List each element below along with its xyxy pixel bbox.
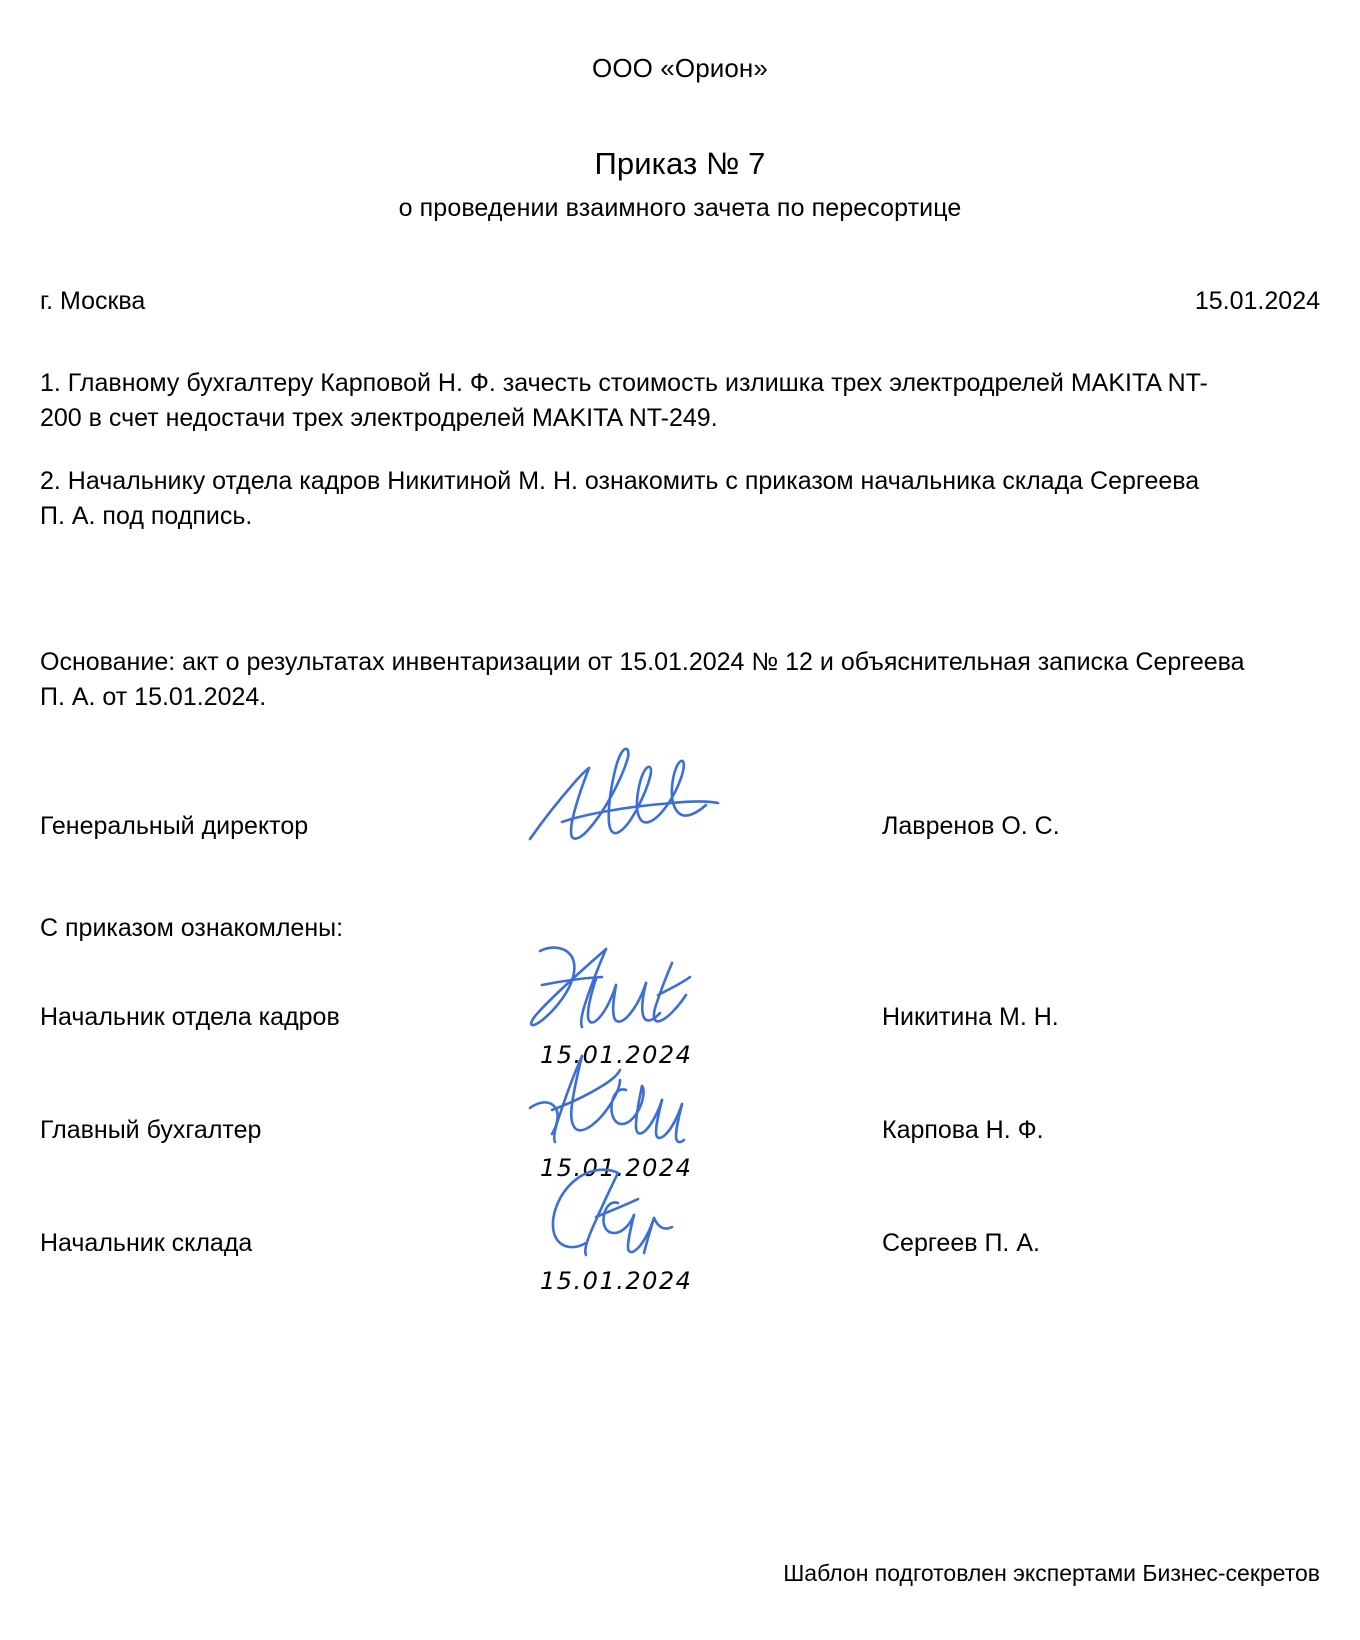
signature-person-name: Никитина М. Н. [882, 1002, 1059, 1031]
organization-name: ООО «Орион» [592, 53, 768, 83]
handwritten-signature-icon [522, 727, 742, 842]
footer-note: Шаблон подготовлен экспертами Бизнес-секретов [783, 1560, 1320, 1586]
document-subtitle: о проведении взаимного зачета по пересортице [398, 194, 962, 223]
acknowledgement-label: С приказом ознакомлены: [40, 913, 344, 942]
signature-date: 15.01.2024 [540, 1040, 693, 1069]
signature-person-name: Сергеев П. А. [882, 1228, 1040, 1257]
order-item-1: 1. Главному бухгалтеру Карповой Н. Ф. зачесть стоимость излишка трех электродрелей MAKITA NT-200 в счет недостачи трех электродрелей MAKITA NT-249. [40, 368, 1208, 433]
city-label: г. Москва [40, 286, 146, 315]
place-and-date-line [40, 287, 1320, 316]
handwritten-signature-icon [522, 933, 722, 1033]
order-item-2: 2. Начальнику отдела кадров Никитиной М. Н. ознакомить с приказом начальника склада Сергеева П. А. под подпись. [40, 466, 1200, 531]
signature-date: 15.01.2024 [540, 1153, 693, 1182]
signature-section [40, 812, 1320, 1342]
document-title: Приказ № 7 [594, 146, 766, 182]
signature-row-warehouse-head [40, 1229, 1320, 1342]
signature-row-chief-accountant [40, 1116, 1320, 1229]
signature-role-label: Начальник отдела кадров [40, 1002, 340, 1031]
order-basis: Основание: акт о результатах инвентаризации от 15.01.2024 № 12 и объяснительная записка Сергеева П. А. от 15.01.2024. [40, 647, 1245, 712]
signature-role-label: Главный бухгалтер [40, 1115, 262, 1144]
signature-person-name: Лавренов О. С. [882, 811, 1060, 840]
signature-person-name: Карпова Н. Ф. [882, 1115, 1044, 1144]
document-date: 15.01.2024 [1194, 286, 1320, 315]
signature-role-label: Начальник склада [40, 1228, 253, 1257]
signature-role-label: Генеральный директор [40, 811, 309, 840]
acknowledgement-rows [40, 1003, 1320, 1342]
signature-date: 15.01.2024 [540, 1266, 693, 1295]
signature-row-director [40, 812, 1320, 876]
signature-row-hr-head [40, 1003, 1320, 1116]
document-body [40, 366, 1320, 716]
